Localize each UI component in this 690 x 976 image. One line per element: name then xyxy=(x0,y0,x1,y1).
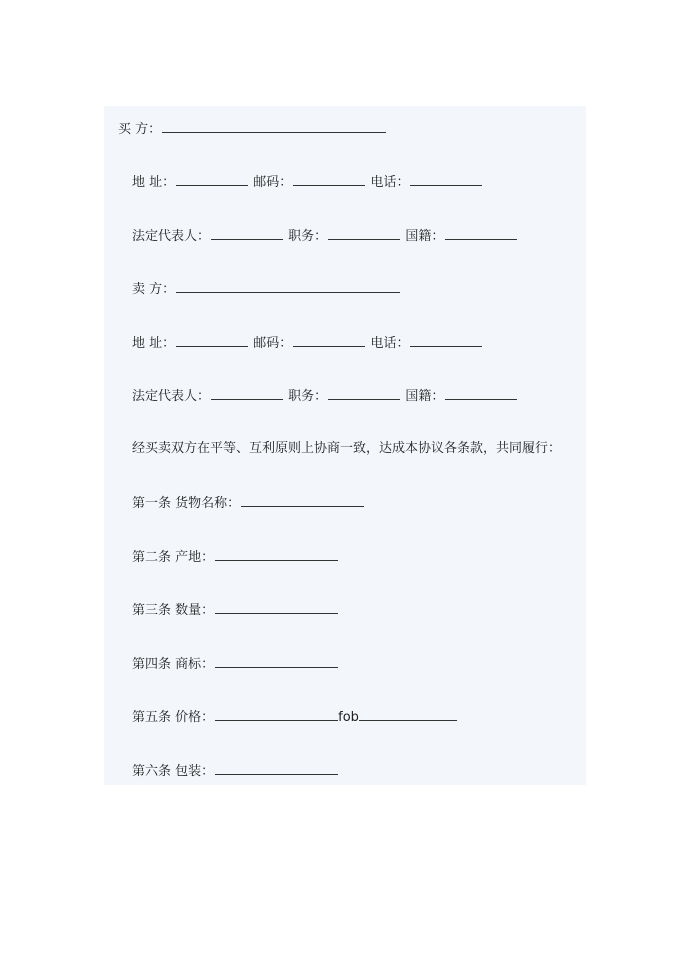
seller-rep-blank[interactable] xyxy=(211,387,283,400)
article-5-fob-blank[interactable] xyxy=(359,708,457,721)
article-4 xyxy=(132,655,339,673)
buyer-rep-label: 法定代表人： xyxy=(132,229,211,244)
buyer-address-label: 地 址： xyxy=(132,175,176,190)
buyer-blank[interactable] xyxy=(162,120,386,133)
article-6 xyxy=(132,762,339,780)
buyer-postcode-label: 邮码： xyxy=(253,175,293,190)
seller-postcode-label: 邮码： xyxy=(253,336,293,351)
article-4-label: 第四条 商标： xyxy=(132,657,215,672)
seller-phone-blank[interactable] xyxy=(410,334,482,347)
buyer-address-line xyxy=(132,173,483,191)
article-2 xyxy=(132,548,339,566)
article-1 xyxy=(132,494,365,512)
seller-rep-line xyxy=(132,387,518,405)
seller-address-label: 地 址： xyxy=(132,336,176,351)
article-6-blank[interactable] xyxy=(215,762,338,775)
article-2-label: 第二条 产地： xyxy=(132,550,215,565)
article-3-blank[interactable] xyxy=(215,601,338,614)
article-1-blank[interactable] xyxy=(241,494,364,507)
contract-page xyxy=(104,106,586,785)
buyer-position-blank[interactable] xyxy=(328,227,400,240)
buyer-line xyxy=(118,120,387,138)
buyer-rep-blank[interactable] xyxy=(211,227,283,240)
seller-postcode-blank[interactable] xyxy=(293,334,365,347)
article-3-label: 第三条 数量： xyxy=(132,603,215,618)
seller-phone-label: 电话： xyxy=(370,336,410,351)
buyer-phone-blank[interactable] xyxy=(410,173,482,186)
article-1-label: 第一条 货物名称： xyxy=(132,496,241,511)
buyer-nationality-label: 国籍： xyxy=(405,229,445,244)
seller-position-label: 职务： xyxy=(288,389,328,404)
seller-position-blank[interactable] xyxy=(328,387,400,400)
buyer-postcode-blank[interactable] xyxy=(293,173,365,186)
seller-address-line xyxy=(132,334,483,352)
seller-nationality-blank[interactable] xyxy=(445,387,517,400)
buyer-phone-label: 电话： xyxy=(370,175,410,190)
seller-line xyxy=(132,280,401,298)
article-5-price-blank[interactable] xyxy=(215,708,338,721)
buyer-position-label: 职务： xyxy=(288,229,328,244)
article-2-blank[interactable] xyxy=(215,548,338,561)
preamble: 经买卖双方在平等、互利原则上协商一致，达成本协议各条款，共同履行： xyxy=(132,441,562,456)
buyer-address-blank[interactable] xyxy=(176,173,248,186)
seller-label: 卖 方： xyxy=(132,282,176,297)
article-3 xyxy=(132,601,339,619)
article-5-fob: fob xyxy=(338,710,359,725)
article-5-label: 第五条 价格： xyxy=(132,710,215,725)
seller-address-blank[interactable] xyxy=(176,334,248,347)
article-5 xyxy=(132,708,458,726)
buyer-label: 买 方： xyxy=(118,122,162,137)
article-4-blank[interactable] xyxy=(215,655,338,668)
seller-blank[interactable] xyxy=(176,280,400,293)
buyer-rep-line xyxy=(132,227,518,245)
article-6-label: 第六条 包装： xyxy=(132,764,215,779)
seller-rep-label: 法定代表人： xyxy=(132,389,211,404)
buyer-nationality-blank[interactable] xyxy=(445,227,517,240)
seller-nationality-label: 国籍： xyxy=(405,389,445,404)
